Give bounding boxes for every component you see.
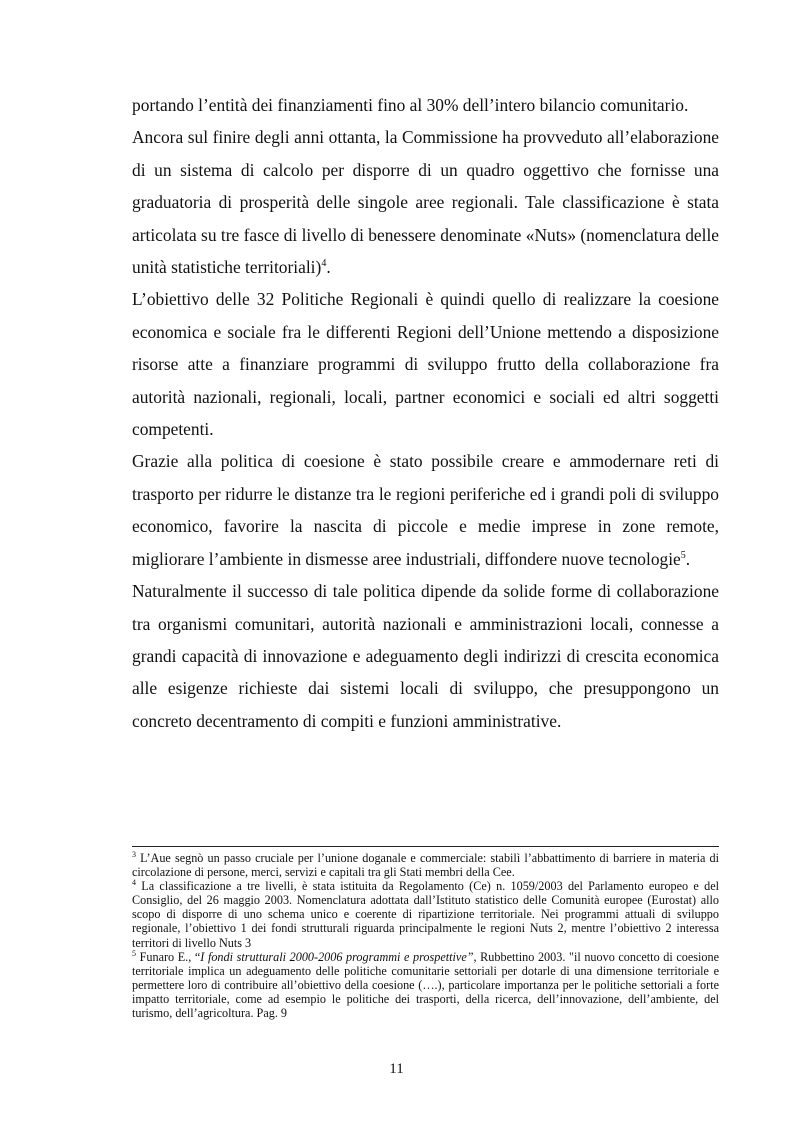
paragraph: L’obiettivo delle 32 Politiche Regionali è quindi quello di realizzare la coesione economica e sociale fra le differenti Regioni dell’Unione mettendo a disposizione risorse atte a finanziare programmi di sviluppo frutto della collaborazione fra autorità nazionali, regionali, locali, partner economici e sociali ed altri soggetti competenti.: [132, 289, 719, 440]
footnote-ref: 4: [321, 258, 327, 270]
main-text: [132, 89, 719, 737]
paragraph: Naturalmente il successo di tale politica dipende da solide forme di collaborazione tra organismi comunitari, autorità nazionali e amministrazioni locali, connesse a grandi capacità di innovazione e adeguamento degli indirizzi di crescita economica alle esigenze richieste dai sistemi locali di sviluppo, che presuppongono un concreto decentramento di compiti e funzioni amministrative.: [132, 581, 719, 731]
footnote: $^5$ Funaro E., “I fondi strutturali 2000-2006 programmi e prospettive”, Rubbettino 2003. "il nuovo concetto di coesione territoriale implica un adeguamento delle politiche comunitarie settoriali per dotarle di una dimensione territoriale e permettere loro di contribuire all’obiettivo della coesione (….), particolare importanza per le politiche settoriali a forte impatto territoriale, come ad esempio le politiche dei trasporti, della ricerca, dell’innovazione, dell’ambiente, del turismo, dell’agricoltura. Pag. 9: [132, 948, 719, 1021]
footnote-number: 5: [132, 948, 136, 958]
footnote-ref: 5: [680, 549, 686, 561]
page-number: 11: [389, 1061, 404, 1077]
footnote: $^4$ La classificazione a tre livelli, è stata istituita da Regolamento (Ce) n. 1059/2003 del Parlamento europeo e del Consiglio, del 26 maggio 2003. Nomenclatura adottata dall’Istituto statistico delle Comunità europee (Eurostat) allo scopo di disporre di uno schema unico e coerente di ripartizione territoriale. Nei programmi attuali di sviluppo regionale, l’obiettivo 1 dei fondi strutturali riguarda principalmente le regioni Nuts 2, mentre l’obiettivo 2 interessa territori di livello Nuts 3: [132, 878, 719, 950]
paragraph: Grazie alla politica di coesione è stato possibile creare e ammodernare reti di trasporto per ridurre le distanze tra le regioni periferiche ed i grandi poli di sviluppo economico, favorire la nascita di piccole e medie imprese in zone remote, migliorare l’ambiente in dismesse aree industriali, diffondere nuove tecnologie$^5$.: [132, 451, 719, 569]
book-title: I fondi strutturali 2000-2006 programmi e prospettive”: [200, 949, 474, 964]
footnote-number: 3: [132, 849, 136, 859]
footnote-divider: [132, 846, 719, 847]
paragraph: portando l’entità dei finanziamenti fino al 30% dell’intero bilancio comunitario.: [132, 95, 689, 115]
footnote-number: 4: [132, 878, 136, 888]
footnote: $^3$ L’Aue segnò un passo cruciale per l’unione doganale e commerciale: stabilì l’abbattimento di barriere in materia di circolazione di persone, merci, servizi e capitali tra gli Stati membri della Cee.: [132, 849, 719, 880]
footnotes: [132, 851, 719, 1020]
paragraph: Ancora sul finire degli anni ottanta, la Commissione ha provveduto all’elaborazione di un sistema di calcolo per disporre di un quadro oggettivo che fornisse una graduatoria di prosperità delle singole aree regionali. Tale classificazione è stata articolata su tre fasce di livello di benessere denominate «Nuts» (nomenclatura delle unità statistiche territoriali)$^4$.: [132, 127, 719, 278]
